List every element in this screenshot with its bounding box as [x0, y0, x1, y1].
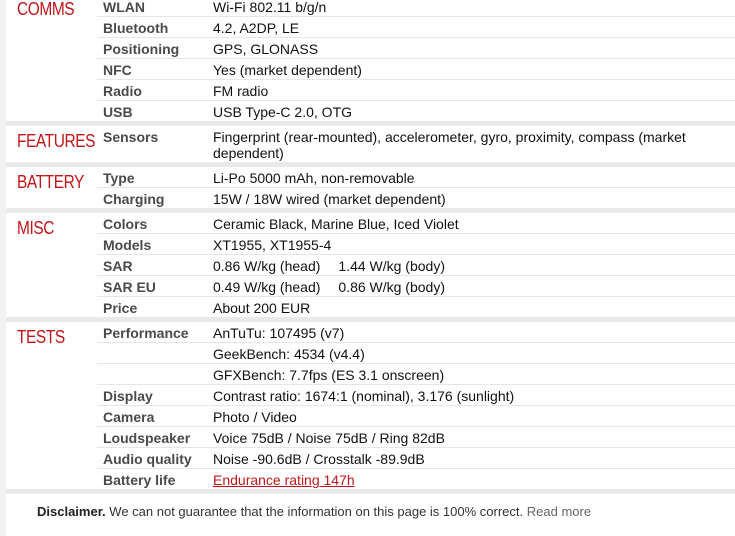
section-tests — [6, 322, 735, 494]
spec-label: WLAN — [103, 0, 145, 15]
spec-label: Price — [103, 300, 138, 316]
read-more-link[interactable]: Read more — [526, 504, 592, 519]
spec-label: Sensors — [103, 129, 159, 145]
spec-value: Fingerprint (rear-mounted), accelerometer, gyro, proximity, compass (market dependent) — [213, 129, 686, 161]
spec-label: Audio quality — [103, 451, 192, 467]
spec-value: 15W / 18W wired (market dependent) — [213, 191, 446, 207]
spec-row-geekbench — [97, 343, 735, 364]
spec-label: SAR — [103, 258, 133, 274]
spec-value: XT1955, XT1955-4 — [213, 237, 332, 253]
section-title-battery: BATTERY — [17, 172, 84, 192]
specs-panel — [6, 0, 735, 536]
spec-row-loudspeaker — [97, 427, 735, 448]
spec-value: AnTuTu: 107495 (v7) — [213, 325, 345, 341]
spec-label: SAR EU — [103, 279, 156, 295]
spec-row-sar — [97, 255, 735, 276]
spec-label: Radio — [103, 83, 142, 99]
spec-label: Positioning — [103, 41, 180, 57]
spec-value: Noise -90.6dB / Crosstalk -89.9dB — [213, 451, 425, 467]
endurance-rating-link[interactable]: Endurance rating 147h — [213, 472, 355, 488]
spec-value: Ceramic Black, Marine Blue, Iced Violet — [213, 216, 459, 232]
spec-label: NFC — [103, 62, 132, 78]
spec-row-nfc — [97, 59, 735, 80]
spec-row-charging — [97, 188, 735, 208]
spec-row-positioning — [97, 38, 735, 59]
spec-value — [213, 279, 695, 295]
spec-label: Battery life — [103, 472, 176, 488]
spec-row-sar-eu — [97, 276, 735, 297]
spec-value: 4.2, A2DP, LE — [213, 20, 300, 36]
spec-label: Loudspeaker — [103, 430, 191, 446]
spec-row-camera — [97, 406, 735, 427]
spec-row-radio — [97, 80, 735, 101]
sar-eu-body-value: 0.86 W/kg (body) — [338, 279, 445, 295]
spec-value: Yes (market dependent) — [213, 62, 362, 78]
disclaimer-heading: Disclaimer. — [37, 504, 106, 519]
disclaimer-text: We can not guarantee that the information on this page is 100% correct. — [109, 504, 524, 519]
spec-value — [213, 472, 695, 488]
spec-value: Voice 75dB / Noise 75dB / Ring 82dB — [213, 430, 445, 446]
section-title-features: FEATURES — [17, 131, 95, 151]
spec-label: Bluetooth — [103, 20, 169, 36]
sar-body-value: 1.44 W/kg (body) — [338, 258, 445, 274]
spec-value: GPS, GLONASS — [213, 41, 319, 57]
spec-row-models — [97, 234, 735, 255]
spec-row-performance — [97, 322, 735, 343]
spec-value: Contrast ratio: 1674:1 (nominal), 3.176 (sunlight) — [213, 388, 515, 404]
sar-eu-head-value: 0.49 W/kg (head) — [213, 279, 321, 295]
spec-label: Type — [103, 170, 135, 186]
spec-label: Camera — [103, 409, 155, 425]
spec-value: About 200 EUR — [213, 300, 311, 316]
section-title-tests: TESTS — [17, 327, 65, 347]
spec-row-display — [97, 385, 735, 406]
spec-value — [213, 258, 695, 274]
spec-label: Display — [103, 388, 153, 404]
spec-label: USB — [103, 104, 133, 120]
spec-row-usb — [97, 101, 735, 121]
section-battery — [6, 167, 735, 213]
spec-row-bluetooth — [97, 17, 735, 38]
section-title-misc: MISC — [17, 218, 54, 238]
spec-row-price — [97, 297, 735, 317]
spec-value: Wi-Fi 802.11 b/g/n — [213, 0, 327, 15]
spec-row-gfxbench — [97, 364, 735, 385]
spec-row-colors — [97, 213, 735, 234]
spec-value: Li-Po 5000 mAh, non-removable — [213, 170, 415, 186]
spec-label: Models — [103, 237, 152, 253]
spec-label: Performance — [103, 325, 189, 341]
sar-head-value: 0.86 W/kg (head) — [213, 258, 321, 274]
section-comms — [6, 0, 735, 126]
spec-row-type — [97, 167, 735, 188]
spec-row-battery-life — [97, 469, 735, 489]
spec-value: Photo / Video — [213, 409, 297, 425]
spec-row-audio-quality — [97, 448, 735, 469]
spec-row-wlan — [97, 0, 735, 17]
spec-value: USB Type-C 2.0, OTG — [213, 104, 353, 120]
spec-row-sensors — [97, 126, 735, 162]
section-misc — [6, 213, 735, 322]
spec-value: FM radio — [213, 83, 269, 99]
spec-label: Charging — [103, 191, 165, 207]
section-title-comms: COMMS — [17, 0, 75, 19]
spec-value: GeekBench: 4534 (v4.4) — [213, 346, 365, 362]
disclaimer — [37, 504, 591, 519]
spec-value: GFXBench: 7.7fps (ES 3.1 onscreen) — [213, 367, 445, 383]
section-features — [6, 126, 735, 167]
spec-label: Colors — [103, 216, 148, 232]
